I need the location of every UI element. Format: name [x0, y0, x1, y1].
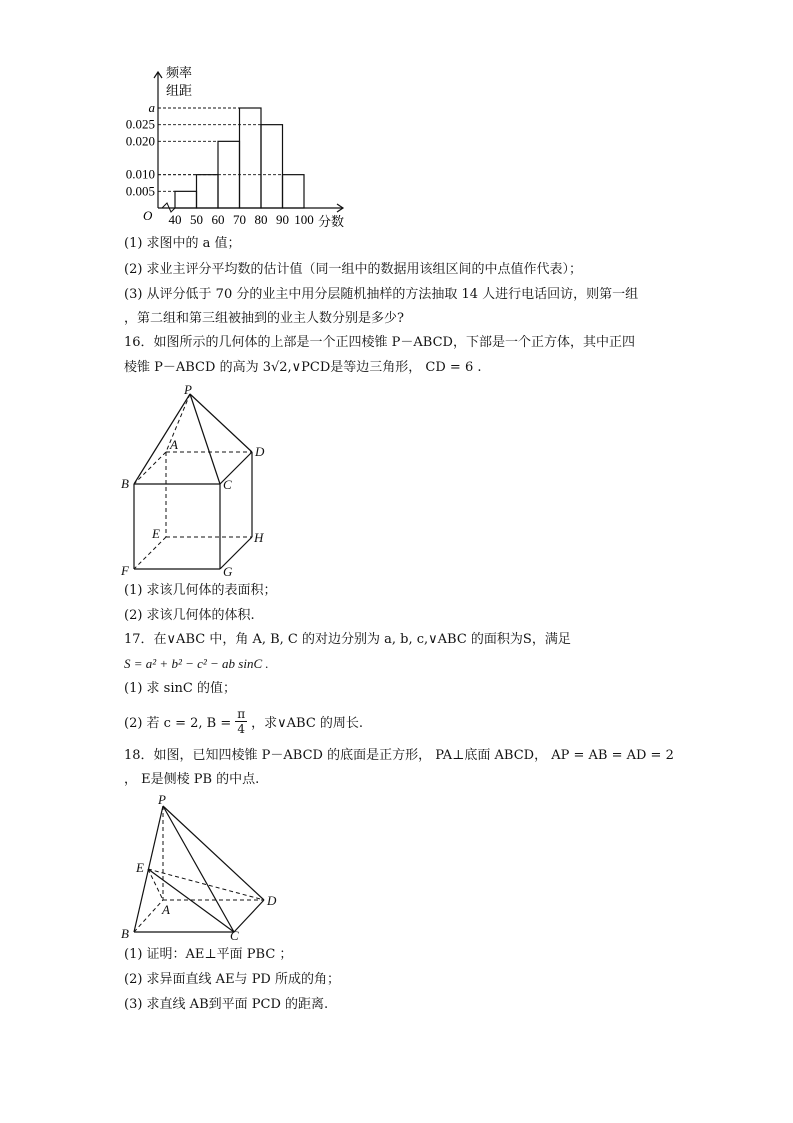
- histogram-bar: [261, 125, 283, 208]
- q17-part1: (1) 求 sinC 的值；: [124, 681, 236, 696]
- label-F: F: [121, 563, 129, 578]
- q16-part1: (1) 求该几何体的表面积；: [124, 583, 277, 598]
- label-E: E: [136, 860, 144, 875]
- q16-stem-line1: 16．如图所示的几何体的上部是一个正四棱锥 P－ABCD，下部是一个正方体，其中正四: [124, 335, 635, 350]
- y-tick-label: a: [148, 100, 155, 115]
- x-axis-label: 分数: [318, 214, 345, 229]
- histogram-bar: [240, 108, 262, 208]
- q16-stem-line2: 棱锥 P－ABCD 的高为 3√2,∨PCD是等边三角形， CD = 6 .: [124, 360, 482, 375]
- label-C: C: [230, 928, 239, 942]
- q17-part2-prefix: (2) 若 c = 2, B =: [124, 715, 232, 731]
- q16-pyramid-cube-figure: [118, 382, 278, 580]
- label-G: G: [223, 564, 233, 579]
- y-tick-label: 0.005: [125, 183, 155, 199]
- x-tick-label: 80: [254, 212, 268, 227]
- q18-part2: (2) 求异面直线 AE与 PD 所成的角；: [124, 972, 340, 987]
- y-tick-label: 0.010: [125, 166, 155, 182]
- label-P: P: [158, 792, 166, 807]
- q15-part2: (2) 求业主评分平均数的估计值（同一组中的数据用该组区间的中点值作代表）；: [124, 262, 583, 277]
- x-tick-label: 90: [276, 212, 289, 227]
- q17-stem-line1: 17．在∨ABC 中，角 A, B, C 的对边分别为 a, b, c,∨ABC 的面积为S，满足: [124, 632, 571, 647]
- label-H: H: [254, 530, 264, 545]
- q18-stem-line2: ， E是侧棱 PB 的中点.: [124, 772, 260, 787]
- q18-part1: (1) 证明：AE⊥平面 PBC ；: [124, 947, 293, 962]
- label-P: P: [184, 382, 192, 397]
- label-C: C: [223, 477, 232, 492]
- x-tick-label: 70: [233, 212, 246, 227]
- chart-dashed-guides: [158, 108, 283, 191]
- label-D: D: [255, 444, 265, 459]
- fraction-denominator: 4: [237, 721, 245, 736]
- label-B: B: [121, 926, 129, 941]
- origin-label: O: [143, 208, 153, 223]
- q15-part1: (1) 求图中的 a 值；: [124, 236, 241, 251]
- chart-bars: [175, 108, 304, 208]
- histogram-bar: [283, 175, 305, 208]
- label-A: A: [162, 902, 170, 917]
- q15-part3-line1: (3) 从评分低于 70 分的业主中用分层随机抽样的方法抽取 14 人进行电话回访，则第一组: [124, 287, 639, 302]
- x-tick-label: 50: [190, 212, 203, 227]
- q18-part3: (3) 求直线 AB到平面 PCD 的距离.: [124, 997, 329, 1012]
- histogram-bar: [197, 175, 219, 208]
- q17-part2-suffix: ，求∨ABC 的周长.: [251, 715, 364, 731]
- label-A: A: [170, 437, 178, 452]
- q15-part3-line2: ，第二组和第三组被抽到的业主人数分别是多少?: [124, 311, 404, 326]
- label-B: B: [121, 476, 129, 491]
- label-D: D: [267, 893, 277, 908]
- fraction-pi-over-4: [235, 707, 247, 736]
- x-tick-label: 40: [168, 212, 182, 227]
- histogram-bar: [175, 191, 197, 208]
- y-tick-label: 0.020: [125, 133, 155, 149]
- x-tick-label: 60: [211, 212, 225, 227]
- q17-stem-line2: S = a² + b² − c² − ab sinC .: [124, 656, 269, 671]
- x-tick-label: 100: [294, 212, 314, 227]
- y-axis-label-top: 频率: [166, 65, 193, 80]
- q16-part2: (2) 求该几何体的体积.: [124, 608, 255, 623]
- q18-stem-line1: 18．如图，已知四棱锥 P－ABCD 的底面是正方形， PA⊥底面 ABCD， AP = AB = AD = 2: [124, 748, 674, 763]
- y-tick-label: 0.025: [125, 116, 155, 132]
- label-E: E: [152, 526, 160, 541]
- y-axis-label-bottom: 组距: [166, 83, 193, 98]
- histogram-chart: [110, 62, 360, 232]
- q17-part2: [124, 704, 363, 738]
- q18-pyramid-figure: [118, 792, 283, 942]
- fraction-numerator: π: [237, 706, 246, 721]
